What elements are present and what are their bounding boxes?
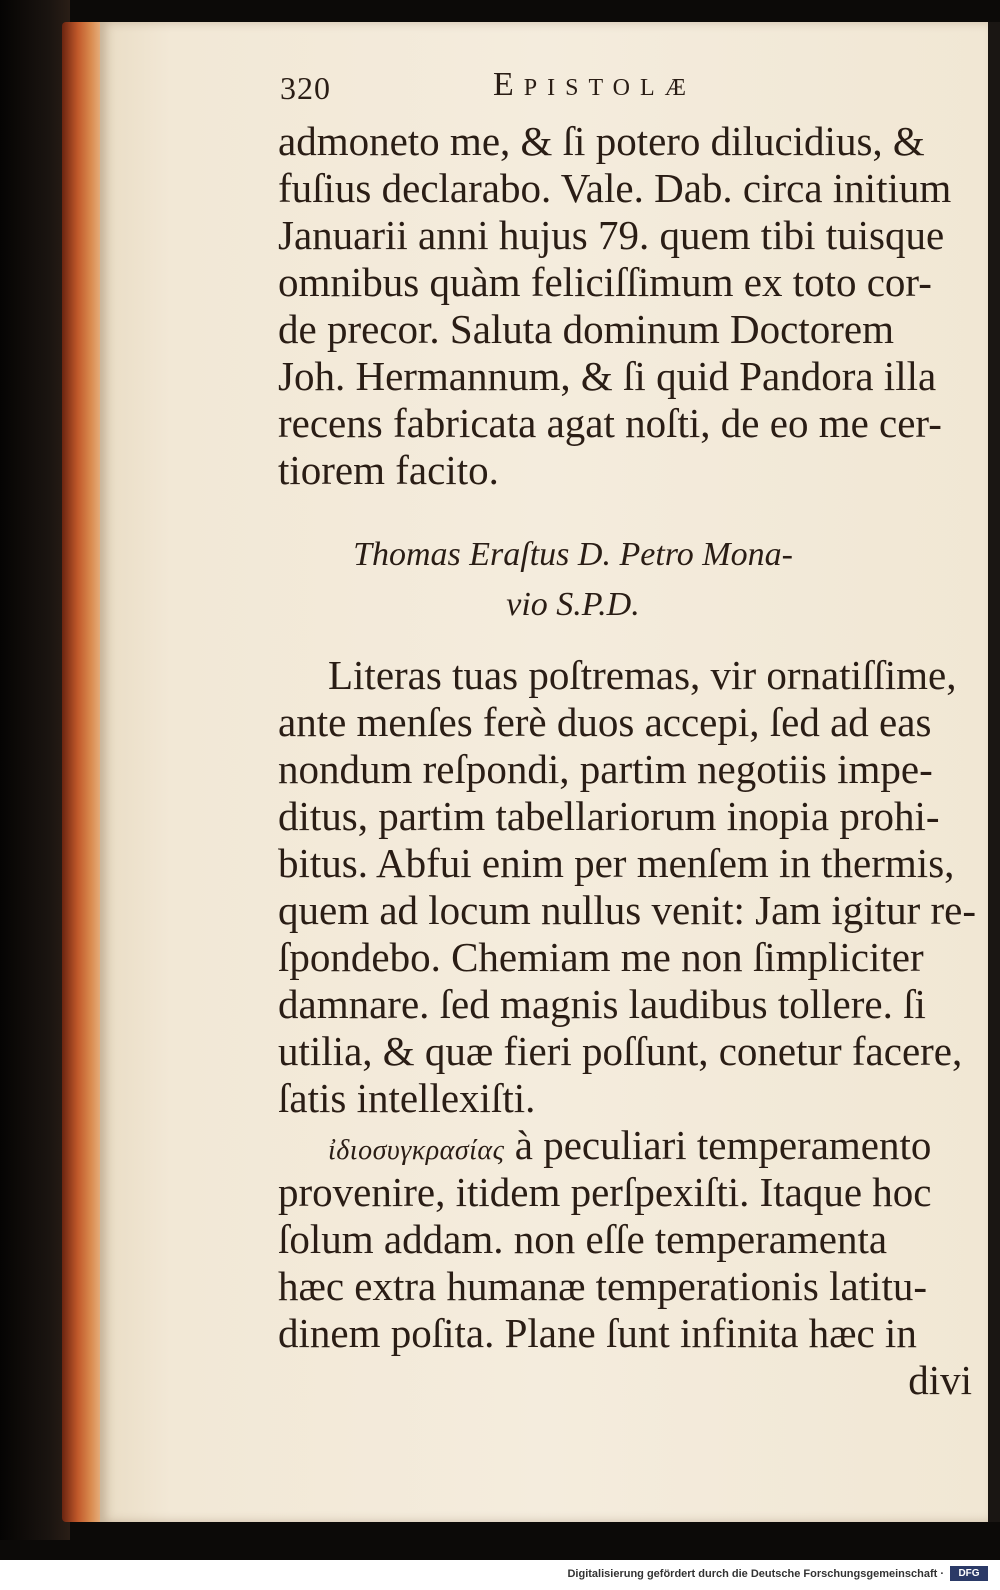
text-line: ſpondebo. Chemiam me non ſimpliciter <box>278 934 924 980</box>
book-spine-shadow <box>0 0 70 1540</box>
text-line: Joh. Hermannum, & ſi quid Pandora illa <box>278 353 937 399</box>
letter-heading <box>278 530 978 630</box>
text-line: utilia, & quæ fieri poſſunt, conetur facere, <box>278 1028 963 1074</box>
text-line: de precor. Saluta dominum Doctorem <box>278 306 894 352</box>
text-line <box>278 1122 978 1169</box>
text-line: nondum reſpondi, partim negotiis impe- <box>278 746 933 792</box>
funding-credit: Digitalisierung gefördert durch die Deutsche Forschungsgemeinschaft · <box>567 1568 944 1580</box>
text-line: tiorem facito. <box>278 447 499 493</box>
heading-line: vio S.P.D. <box>506 586 640 623</box>
catchword: divi <box>908 1357 972 1403</box>
greek-word: ἰδιοσυγκρασίας <box>328 1135 505 1166</box>
page-header <box>278 62 978 118</box>
page-text-block <box>278 62 978 1404</box>
text-line: admoneto me, & ſi potero dilucidius, & <box>278 118 925 164</box>
text-line: ante menſes ferè duos accepi, ſed ad eas <box>278 699 932 745</box>
footer-bar <box>0 1560 1000 1590</box>
text-line: Januarii anni hujus 79. quem tibi tuisque <box>278 212 945 258</box>
heading-line: Thomas Eraſtus D. Petro Mona- <box>353 536 793 573</box>
text-line: dinem poſita. Plane ſunt infinita hæc in <box>278 1310 917 1356</box>
paragraph-1 <box>278 652 978 1122</box>
text-line: omnibus quàm feliciſſimum ex toto cor- <box>278 259 932 305</box>
text-line: damnare. ſed magnis laudibus tollere. ſi <box>278 981 926 1027</box>
text-line: provenire, itidem perſpexiſti. Itaque hoc <box>278 1169 932 1215</box>
text-line: fuſius declarabo. Vale. Dab. circa initium <box>278 165 952 211</box>
page-number: 320 <box>280 70 331 106</box>
running-title: Epistolæ <box>493 66 697 103</box>
letter-ending <box>278 118 978 494</box>
text-line: ſolum addam. non eſſe temperamenta <box>278 1216 888 1262</box>
text-line: quem ad locum nullus venit: Jam igitur re- <box>278 887 977 933</box>
text-line: hæc extra humanæ temperationis latitu- <box>278 1263 927 1309</box>
text-line: bitus. Abfui enim per menſem in thermis, <box>278 840 955 886</box>
text-line: ſatis intellexiſti. <box>278 1075 536 1121</box>
text-line: recens fabricata agat noſti, de eo me cer- <box>278 400 942 446</box>
paragraph-2 <box>278 1122 978 1404</box>
right-binding-edge <box>988 22 1000 1522</box>
text-line: ditus, partim tabellariorum inopia prohi- <box>278 793 940 839</box>
text-line: Literas tuas poſtremas, vir ornatiſſime, <box>328 652 957 698</box>
text-fragment: à peculiari temperamento <box>504 1122 932 1168</box>
dfg-logo: DFG <box>950 1566 988 1581</box>
